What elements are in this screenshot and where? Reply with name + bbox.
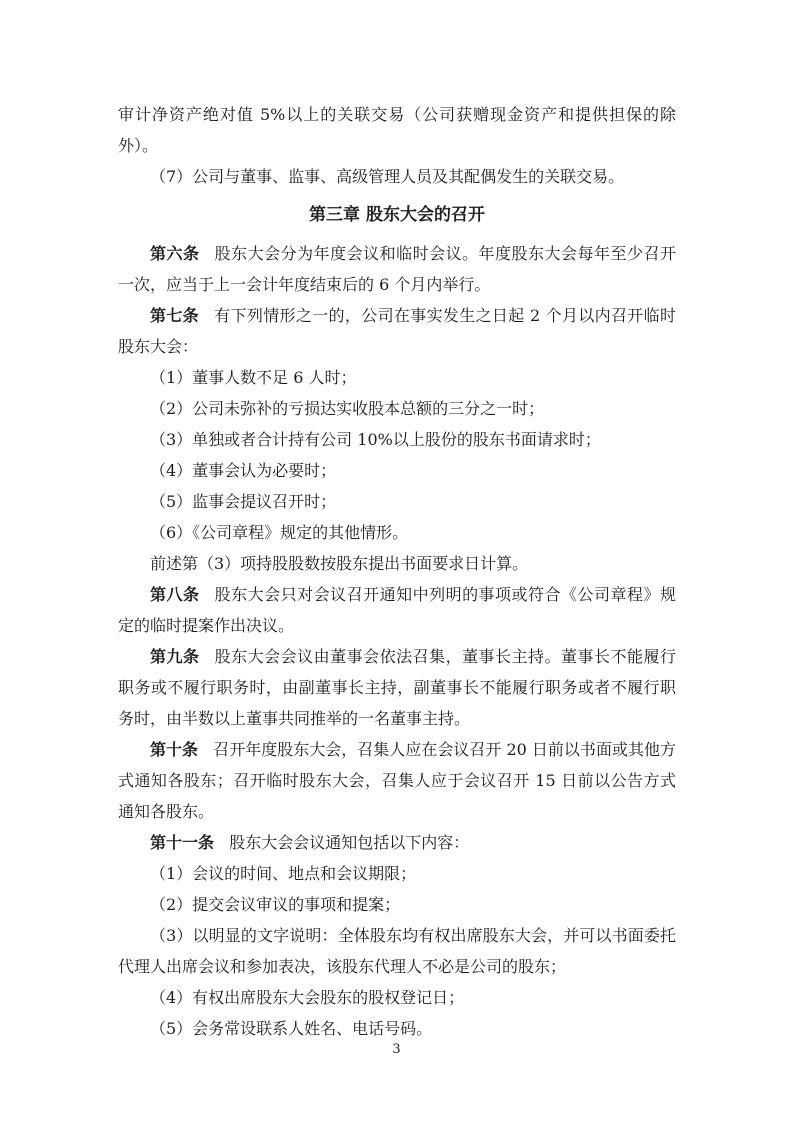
article-paragraph xyxy=(118,827,676,858)
clause-item: （3）以明显的文字说明：全体股东均有权出席股东大会，并可以书面委托代理人出席会议和参加表决，该股东代理人不必是公司的股东； xyxy=(118,926,676,976)
clause-item: （4）有权出席股东大会股东的股权登记日； xyxy=(150,988,465,1007)
clause-item: （5）会务常设联系人姓名、电话号码。 xyxy=(150,1019,433,1038)
article-number-label: 第九条 xyxy=(150,647,200,666)
article-text: 股东大会会议通知包括以下内容： xyxy=(229,833,470,852)
page-number: 3 xyxy=(392,1042,401,1057)
article-text: 股东大会分为年度会议和临时会议。年度股东大会每年至少召开一次，应当于上一会计年度结束后的 6 个月内举行。 xyxy=(118,244,676,294)
article-text: 有下列情形之一的，公司在事实发生之日起 2 个月以内召开临时股东大会： xyxy=(118,306,676,356)
chapter-heading: 第三章 股东大会的召开 xyxy=(309,205,485,225)
article-paragraph xyxy=(118,641,676,734)
article-text: 召开年度股东大会，召集人应在会议召开 20 日前以书面或其他方式通知各股东；召开临时股东大会，召集人应于会议召开 15 日前以公告方式通知各股东。 xyxy=(118,740,676,821)
article-number-label: 第十一条 xyxy=(150,833,215,852)
article-paragraph xyxy=(118,300,676,362)
clause-item: （1）会议的时间、地点和会议期限； xyxy=(150,864,417,883)
article-paragraph xyxy=(118,579,676,641)
article-number-label: 第七条 xyxy=(150,306,200,325)
clause-item: （2）公司未弥补的亏损达实收股本总额的三分之一时； xyxy=(150,399,545,418)
article-number-label: 第十条 xyxy=(150,740,199,759)
clause-item: （4）董事会认为必要时； xyxy=(150,461,337,480)
clause-item: （1）董事人数不足 6 人时； xyxy=(150,368,357,387)
clause-item: （2）提交会议审议的事项和提案； xyxy=(150,895,401,914)
clause-item: （3）单独或者合计持有公司 10%以上股份的股东书面请求时； xyxy=(150,430,601,449)
paragraph: （7）公司与董事、监事、高级管理人员及其配偶发生的关联交易。 xyxy=(150,167,625,186)
article-text: 股东大会只对会议召开通知中列明的事项或符合《公司章程》规定的临时提案作出决议。 xyxy=(118,585,676,635)
article-paragraph xyxy=(118,734,676,827)
article-number-label: 第六条 xyxy=(150,244,200,263)
article-number-label: 第八条 xyxy=(150,585,200,604)
article-paragraph xyxy=(118,238,676,300)
clause-item: （5）监事会提议召开时； xyxy=(150,492,337,511)
paragraph: 审计净资产绝对值 5%以上的关联交易（公司获赠现金资产和提供担保的除外）。 xyxy=(118,105,676,155)
paragraph: 前述第（3）项持股股数按股东提出书面要求日计算。 xyxy=(150,554,529,573)
article-text: 股东大会会议由董事会依法召集，董事长主持。董事长不能履行职务或不履行职务时，由副董事长主持，副董事长不能履行职务或者不履行职务时，由半数以上董事共同推举的一名董事主持。 xyxy=(118,647,676,728)
clause-item: （6）《公司章程》规定的其他情形。 xyxy=(150,523,409,542)
